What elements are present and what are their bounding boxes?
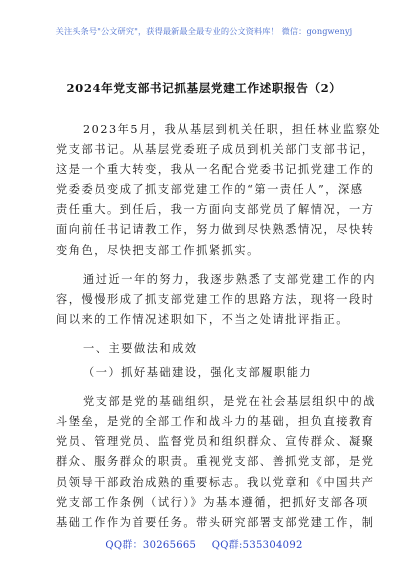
text-line: 群众、服务群众的职责。重视党支部、善抓党支部，是党	[56, 455, 375, 469]
document-body	[56, 120, 382, 533]
text-line: 党支部工作条例（试行）》为基本遵循，把抓好支部各项	[56, 495, 369, 509]
section-heading: 一、主要做法和成效	[83, 341, 198, 355]
text-line: 面向前任书记请教工作，努力做到尽快熟悉情况，尽快转	[56, 223, 375, 237]
text-line: 斗堡垒，是党的全部工作和战斗力的基础，担负直接教育	[56, 415, 375, 429]
text-line: 责任重大。到任后，我一方面向支部党员了解情况，一方	[56, 203, 375, 217]
qq-group-1: QQ群：30265665	[105, 540, 197, 551]
text-line: 这是一个重大转变，我从一名配合党委书记抓党建工作的	[56, 163, 375, 177]
subsection-heading: （一）抓好基础建设，强化支部履职能力	[83, 366, 313, 380]
text-line: 间以来的工作情况述职如下，不当之处请批评指正。	[56, 312, 349, 326]
document-title: 2024年党支部书记抓基层党建工作述职报告（2）	[66, 81, 342, 95]
header-banner: 关注头条号"公文研究"，获得最新最全最专业的公文资料库！ 微信：gongwenyj	[55, 26, 353, 36]
text-line: 党支部书记。从基层党委班子成员到机关部门支部书记，	[56, 143, 375, 157]
footer-contact	[0, 536, 408, 551]
text-line: 容，慢慢形成了抓支部党建工作的思路方法，现将一段时	[56, 292, 375, 306]
text-line: 党员、管理党员、监督党员和组织群众、宣传群众、凝聚	[56, 435, 375, 449]
text-line: 党委委员变成了抓支部党建工作的“第一责任人”，深感	[56, 183, 364, 197]
paragraph-2	[56, 270, 376, 330]
qq-group-2: QQ群:535304092	[211, 540, 303, 551]
text-line: 变角色，尽快把支部工作抓紧抓实。	[56, 243, 260, 257]
paragraph-1	[56, 120, 382, 261]
text-line: 党支部是党的基础组织，是党在社会基层组织中的战	[83, 395, 376, 409]
text-line: 基础工作作为首要任务。带头研究部署支部党建工作，制	[56, 515, 375, 529]
text-line: 2023年5月，我从基层到机关任职，担任林业监察处	[83, 123, 382, 136]
text-line: 员领导干部政治成熟的重要标志。我以党章和《中国共产	[56, 475, 375, 489]
text-line: 通过近一年的努力，我逐步熟悉了支部党建工作的内	[83, 272, 376, 286]
paragraph-3	[56, 392, 376, 533]
